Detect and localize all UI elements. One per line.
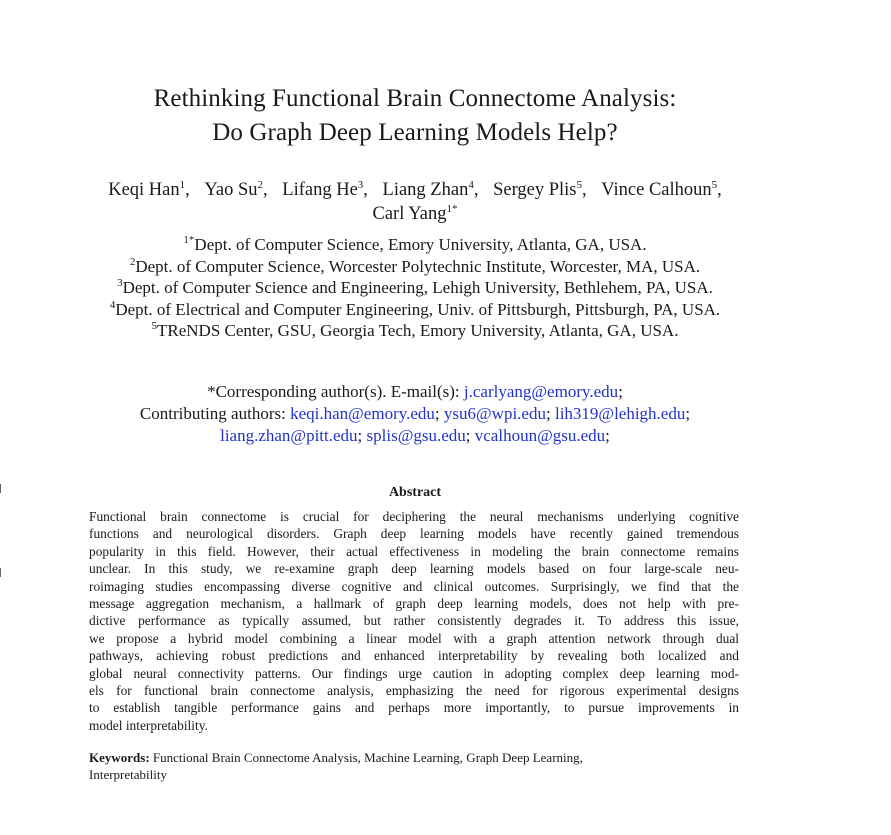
abstract-line: Functional brain connectome is crucial for deciphering the neural mechanisms underlying cognitive xyxy=(89,509,739,524)
author: Yao Su$^2$, xyxy=(204,179,268,200)
author-line-2 xyxy=(0,202,830,226)
title-line-2: Do Graph Deep Learning Models Help? xyxy=(212,119,618,146)
author-list xyxy=(0,178,830,226)
contributing-line-1: Contributing authors: keqi.han@emory.edu; ysu6@wpi.edu; lih319@lehigh.edu; xyxy=(139,404,691,423)
author: Sergey Plis$^5$, xyxy=(493,179,587,200)
keywords-text: Functional Brain Connectome Analysis, Machine Learning, Graph Deep Learning, xyxy=(149,750,583,765)
email-link[interactable]: lih319@lehigh.edu xyxy=(554,404,686,423)
paper-title xyxy=(0,82,830,150)
affiliation: $^4$Dept. of Electrical and Computer Engineering, Univ. of Pittsburgh, Pittsburgh, PA, USA. xyxy=(109,298,721,319)
contributing-label: Contributing authors: xyxy=(139,404,291,423)
email-link[interactable]: j.carlyang@emory.edu xyxy=(463,382,619,401)
affiliation-list xyxy=(0,234,830,342)
abstract-line: els for functional brain connectome analysis, emphasizing the need for rigorous experimental designs xyxy=(89,683,739,699)
email-link[interactable]: ysu6@wpi.edu xyxy=(443,404,546,423)
margin-mark xyxy=(0,568,1,577)
abstract-line: model interpretability. xyxy=(89,717,208,733)
affiliation: $^{1*}$Dept. of Computer Science, Emory University, Atlanta, GA, USA. xyxy=(183,234,647,254)
abstract-line: to establish tangible performance gains and perhaps more importantly, to pursue improvements in xyxy=(89,700,739,716)
corresponding-line: *Corresponding author(s). E-mail(s): j.carlyang@emory.edu; xyxy=(207,382,623,401)
keywords-block xyxy=(89,750,739,783)
abstract-line: pathways, achieving robust predictions and enhanced interpretability by revealing both localized and xyxy=(89,648,739,664)
abstract-line: unclear. In this study, we re-examine graph deep learning models based on four large-scale neu- xyxy=(89,561,739,577)
abstract-line: popularity in this field. However, their actual effectiveness in modeling the brain connectome remains xyxy=(89,543,739,559)
author-line-1 xyxy=(0,178,830,202)
abstract-line: functions and neurological disorders. Graph deep learning models have recently gained tremendous xyxy=(89,526,739,542)
email-link[interactable]: vcalhoun@gsu.edu xyxy=(474,426,606,445)
author: Vince Calhoun$^5$, xyxy=(601,179,722,200)
keywords-line-2: Interpretability xyxy=(89,766,167,782)
abstract-line: roimaging studies encompassing diverse cognitive and clinical outcomes. Surprisingly, we find that the xyxy=(89,578,739,594)
email-link[interactable]: liang.zhan@pitt.edu xyxy=(220,426,358,445)
email-link[interactable]: keqi.han@emory.edu xyxy=(290,404,435,423)
title-line-1: Rethinking Functional Brain Connectome Analysis: xyxy=(153,85,677,112)
author: Lifang He$^3$, xyxy=(282,179,368,200)
affiliation: $^2$Dept. of Computer Science, Worcester Polytechnic Institute, Worcester, MA, USA. xyxy=(129,255,701,276)
author: Keqi Han$^1$, xyxy=(108,179,190,200)
corresponding-label: *Corresponding author(s). E-mail(s): xyxy=(207,382,464,401)
contact-block xyxy=(0,381,830,447)
keywords-line-1 xyxy=(89,750,739,767)
email-link[interactable]: splis@gsu.edu xyxy=(366,426,466,445)
author: Carl Yang$^{1*}$ xyxy=(372,203,458,224)
abstract-line: dictive performance as typically assumed, but rather consistently degrades it. To address this issue, xyxy=(89,613,739,629)
contributing-line-2: liang.zhan@pitt.edu; splis@gsu.edu; vcalhoun@gsu.edu; xyxy=(220,426,610,445)
keywords-label: Keywords: xyxy=(89,750,150,765)
abstract-line: global neural connectivity patterns. Our findings urge caution in adopting complex deep learning mod- xyxy=(89,665,739,681)
abstract-line: message aggregation mechanism, a hallmark of graph deep learning models, does not help with pre- xyxy=(89,596,739,612)
abstract-body xyxy=(89,508,739,734)
abstract-heading: Abstract xyxy=(388,485,442,500)
author: Liang Zhan$^4$, xyxy=(382,179,479,200)
affiliation: $^3$Dept. of Computer Science and Engineering, Lehigh University, Bethlehem, PA, USA. xyxy=(117,277,713,297)
abstract-line: we propose a hybrid model combining a linear model with a graph attention network through dual xyxy=(89,630,739,646)
affiliation: $^5$TReNDS Center, GSU, Georgia Tech, Emory University, Atlanta, GA, USA. xyxy=(151,320,679,340)
